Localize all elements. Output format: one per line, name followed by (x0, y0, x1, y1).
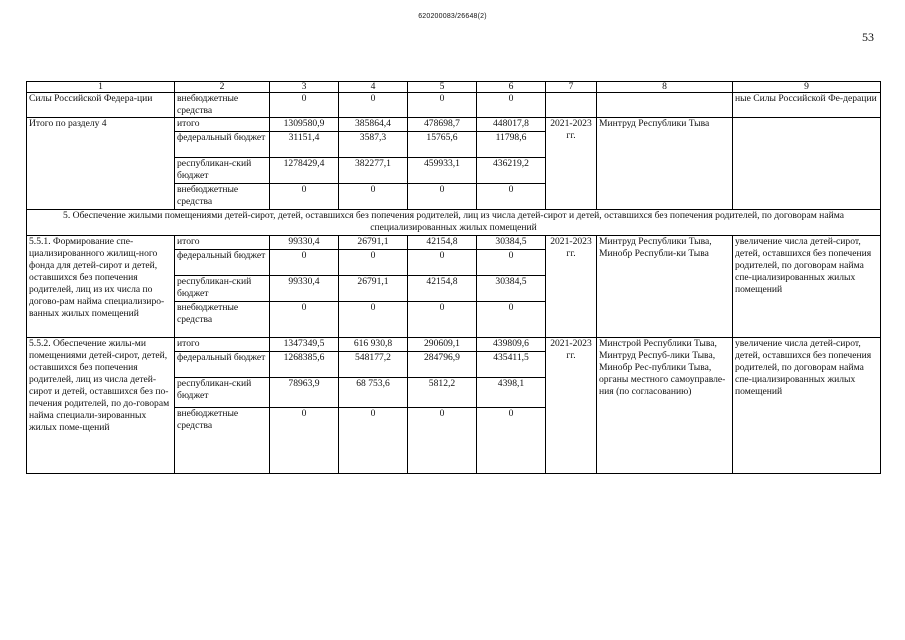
section-row (27, 210, 881, 236)
cell-value: 11798,6 (477, 132, 546, 158)
cell-executor: Минтруд Республики Тыва (597, 118, 733, 210)
table-row (27, 338, 881, 352)
document-id: 620200083/26648(2) (418, 13, 487, 20)
cell-value: 448017,8 (477, 118, 546, 132)
cell-value: 0 (477, 184, 546, 210)
cell-value: 616 930,8 (339, 338, 408, 352)
cell-value: 30384,5 (477, 276, 546, 302)
col-header: 9 (733, 82, 881, 93)
cell-value: 0 (408, 184, 477, 210)
cell-value: 26791,1 (339, 276, 408, 302)
table-row (27, 118, 881, 132)
cell-result: ные Силы Российской Фе-дерации (733, 93, 881, 118)
cell-value: 0 (408, 250, 477, 276)
cell-value: 0 (270, 408, 339, 474)
cell-source: внебюджетные средства (175, 302, 270, 338)
cell-value: 1268385,6 (270, 352, 339, 378)
cell-value: 459933,1 (408, 158, 477, 184)
cell-value: 284796,9 (408, 352, 477, 378)
cell-value: 0 (270, 184, 339, 210)
cell-source: итого (175, 118, 270, 132)
cell-value: 0 (339, 408, 408, 474)
cell-value: 0 (270, 302, 339, 338)
cell-executor: Минтруд Республики Тыва, Минобр Республи-ки Тыва (597, 236, 733, 338)
cell-value: 435411,5 (477, 352, 546, 378)
cell-value: 5812,2 (408, 378, 477, 408)
cell-source: федеральный бюджет (175, 132, 270, 158)
cell-value: 0 (270, 250, 339, 276)
cell-value: 0 (408, 93, 477, 118)
col-header: 2 (175, 82, 270, 93)
cell-value: 4398,1 (477, 378, 546, 408)
col-header: 7 (546, 82, 597, 93)
cell-name: Итого по разделу 4 (27, 118, 175, 210)
cell-value: 436219,2 (477, 158, 546, 184)
page-number: 53 (862, 30, 874, 44)
cell-value: 78963,9 (270, 378, 339, 408)
cell-period: 2021-2023 гг. (546, 338, 597, 474)
cell-result (733, 118, 881, 210)
cell-value: 3587,3 (339, 132, 408, 158)
table-row (27, 93, 881, 118)
cell-period: 2021-2023 гг. (546, 236, 597, 338)
cell-source: республикан-ский бюджет (175, 378, 270, 408)
cell-value: 0 (339, 184, 408, 210)
cell-executor (597, 93, 733, 118)
cell-result: увеличение числа детей-сирот, детей, оставшихся без попечения родителей, по договорам найма спе-циализированных жилых помещений (733, 236, 881, 338)
cell-value: 478698,7 (408, 118, 477, 132)
cell-value: 0 (270, 93, 339, 118)
cell-result: увеличение числа детей-сирот, детей, оставшихся без попечения родителей, по договорам найма спе-циализированных жилых помещений (733, 338, 881, 474)
cell-source: внебюджетные средства (175, 93, 270, 118)
section-title: 5. Обеспечение жилыми помещениями детей-сирот, детей, оставшихся без попечения родителей, лиц из числа детей-сирот и детей, оставшихся без попечения родителей, по договорам найма специализированных жилых помещений (27, 210, 881, 236)
cell-value: 0 (477, 93, 546, 118)
cell-source: внебюджетные средства (175, 408, 270, 474)
cell-value: 42154,8 (408, 236, 477, 250)
cell-value: 0 (408, 408, 477, 474)
cell-value: 290609,1 (408, 338, 477, 352)
cell-name: 5.5.2. Обеспечение жилы-ми помещениями детей-сирот, детей, оставшихся без попечения родителей, лиц из числа детей-сирот и детей, оставшихся без по-печения родителей, по до-говорам найма специали-зированных жилых поме-щений (27, 338, 175, 474)
cell-value: 99330,4 (270, 276, 339, 302)
cell-value: 15765,6 (408, 132, 477, 158)
cell-value: 439809,6 (477, 338, 546, 352)
column-header-row (27, 82, 881, 93)
program-table (26, 81, 881, 474)
cell-value: 0 (477, 302, 546, 338)
cell-value: 0 (477, 250, 546, 276)
col-header: 8 (597, 82, 733, 93)
cell-source: внебюджетные средства (175, 184, 270, 210)
cell-value: 548177,2 (339, 352, 408, 378)
cell-value: 1278429,4 (270, 158, 339, 184)
cell-value: 0 (339, 93, 408, 118)
cell-source: федеральный бюджет (175, 250, 270, 276)
cell-value: 1309580,9 (270, 118, 339, 132)
cell-name: 5.5.1. Формирование спе-циализированного жилищ-ного фонда для детей-сирот и детей, оставшихся без попечения родителей, лиц из их числа по догово-рам найма специализиро-ванных жилых помещений (27, 236, 175, 338)
cell-value: 26791,1 (339, 236, 408, 250)
cell-source: итого (175, 338, 270, 352)
cell-value: 382277,1 (339, 158, 408, 184)
col-header: 5 (408, 82, 477, 93)
cell-period (546, 93, 597, 118)
cell-value: 0 (408, 302, 477, 338)
cell-period: 2021-2023 гг. (546, 118, 597, 210)
table-row (27, 236, 881, 250)
cell-value: 1347349,5 (270, 338, 339, 352)
cell-value: 0 (339, 302, 408, 338)
cell-value: 385864,4 (339, 118, 408, 132)
cell-value: 68 753,6 (339, 378, 408, 408)
cell-value: 99330,4 (270, 236, 339, 250)
cell-executor: Минстрой Республики Тыва, Минтруд Респуб-лики Тыва, Минобр Рес-публики Тыва, органы местного самоуправле-ния (по согласованию) (597, 338, 733, 474)
cell-source: итого (175, 236, 270, 250)
col-header: 4 (339, 82, 408, 93)
cell-value: 42154,8 (408, 276, 477, 302)
cell-source: федеральный бюджет (175, 352, 270, 378)
cell-source: республикан-ский бюджет (175, 158, 270, 184)
col-header: 1 (27, 82, 175, 93)
cell-value: 0 (477, 408, 546, 474)
col-header: 6 (477, 82, 546, 93)
cell-value: 30384,5 (477, 236, 546, 250)
cell-value: 31151,4 (270, 132, 339, 158)
col-header: 3 (270, 82, 339, 93)
cell-source: республикан-ский бюджет (175, 276, 270, 302)
cell-name: Силы Российской Федера-ции (27, 93, 175, 118)
cell-value: 0 (339, 250, 408, 276)
